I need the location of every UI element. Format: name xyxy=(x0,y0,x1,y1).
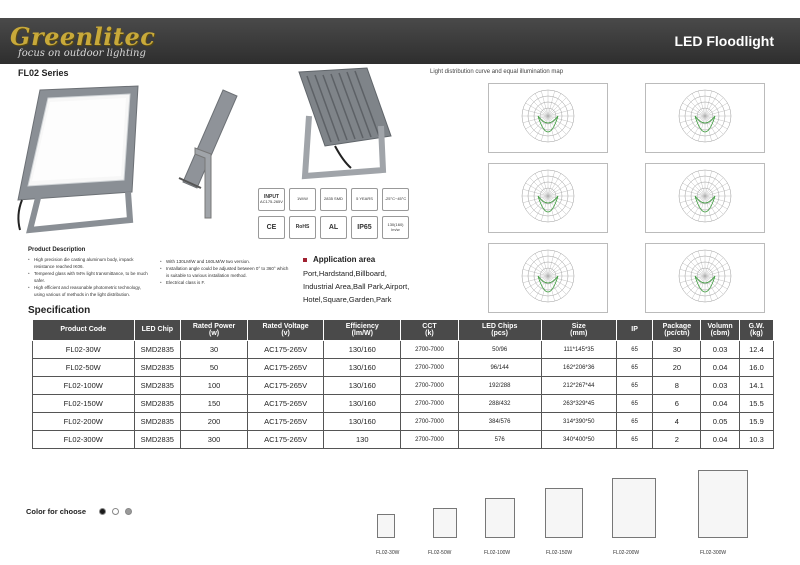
table-cell: AC175-265V xyxy=(247,431,323,449)
watt-icon-label: 1W/W xyxy=(297,196,308,202)
table-cell: 2700-7000 xyxy=(401,431,458,449)
dimension-drawing xyxy=(545,488,583,538)
table-row xyxy=(33,431,774,449)
polar-diagram-drawing xyxy=(646,244,764,312)
table-cell: 2700-7000 xyxy=(401,395,458,413)
table-cell: 0.05 xyxy=(701,413,740,431)
page-title: LED Floodlight xyxy=(674,33,774,49)
column-header xyxy=(247,320,323,341)
table-cell: FL02-150W xyxy=(33,395,135,413)
table-cell: SMD2835 xyxy=(134,413,181,431)
column-header-text: Size xyxy=(571,322,586,330)
application-title: Application area xyxy=(303,255,473,264)
table-cell: 0.04 xyxy=(701,359,740,377)
table-cell: 6 xyxy=(653,395,701,413)
column-header-text: (pc/ctn) xyxy=(664,330,690,337)
table-cell: 300 xyxy=(181,431,248,449)
description-item: • With 130LM/W and 160LM/W two version. xyxy=(160,258,290,265)
table-row xyxy=(33,395,774,413)
table-row xyxy=(33,377,774,395)
column-header xyxy=(701,320,740,341)
table-cell: 65 xyxy=(616,413,653,431)
dimension-drawing xyxy=(485,498,515,538)
color-swatch-grey xyxy=(125,508,132,515)
rohs-icon xyxy=(289,216,316,239)
ip65-icon-label: IP65 xyxy=(357,223,372,231)
table-cell: 130/160 xyxy=(324,413,401,431)
input-icon xyxy=(258,188,285,211)
al-icon xyxy=(320,216,347,239)
feature-icons xyxy=(258,188,409,239)
column-header-text: LED Chip xyxy=(141,326,174,334)
column-header-text: (kg) xyxy=(750,330,763,337)
table-cell: 130 xyxy=(324,431,401,449)
column-header xyxy=(324,320,401,341)
column-header-text: (v) xyxy=(281,330,290,337)
floodlight-front-image xyxy=(10,80,140,240)
dimension-drawing xyxy=(433,508,457,538)
polar-diagram-drawing xyxy=(489,164,607,232)
table-cell: 15.9 xyxy=(739,413,773,431)
column-header-text: (w) xyxy=(208,330,220,337)
color-swatch-white xyxy=(112,508,119,515)
table-cell: 162*206*36 xyxy=(541,359,616,377)
polar-diagram xyxy=(488,243,608,313)
table-cell: 130/160 xyxy=(324,341,401,359)
efficacy-icon-value: 130(160) xyxy=(387,222,404,228)
description-item: • High efficient and reasonable photometric technology, using various of methods in the light distribution. xyxy=(28,284,148,298)
polar-diagram xyxy=(645,243,765,313)
table-cell: 2700-7000 xyxy=(401,359,458,377)
column-header-text: Efficiency xyxy=(345,322,379,330)
polar-diagram-drawing xyxy=(646,84,764,152)
table-cell: AC175-265V xyxy=(247,359,323,377)
description-item: • Electrical class is F. xyxy=(160,279,290,286)
dimension-label: FL02-150W xyxy=(546,550,573,556)
table-cell: FL02-300W xyxy=(33,431,135,449)
column-header-text: (lm/W) xyxy=(351,330,373,337)
brand-logo xyxy=(10,22,155,59)
column-header xyxy=(541,320,616,341)
table-cell: 65 xyxy=(616,377,653,395)
table-cell: 0.03 xyxy=(701,377,740,395)
input-icon-value: AC175-265V xyxy=(260,199,283,205)
table-cell: SMD2835 xyxy=(134,341,181,359)
column-header-text: CCT xyxy=(422,322,437,330)
table-cell: 50/96 xyxy=(458,341,541,359)
header-bar xyxy=(0,18,800,64)
table-cell: 0.04 xyxy=(701,431,740,449)
application-area xyxy=(303,255,473,306)
table-cell: FL02-30W xyxy=(33,341,135,359)
column-header xyxy=(653,320,701,341)
warranty-icon-label: 5 YEARS xyxy=(356,196,373,202)
table-cell: AC175-265V xyxy=(247,377,323,395)
table-cell: 30 xyxy=(653,341,701,359)
table-cell: 15.5 xyxy=(739,395,773,413)
description-title: Product Description xyxy=(28,247,86,253)
table-cell: 130/160 xyxy=(324,395,401,413)
chip-icon xyxy=(320,188,347,211)
table-cell: 4 xyxy=(653,413,701,431)
table-cell: SMD2835 xyxy=(134,377,181,395)
polar-diagram xyxy=(645,83,765,153)
table-cell: 2700-7000 xyxy=(401,377,458,395)
efficacy-icon-unit: lm/w xyxy=(391,226,400,232)
table-cell: SMD2835 xyxy=(134,395,181,413)
table-cell: 65 xyxy=(616,359,653,377)
ce-icon xyxy=(258,216,285,239)
dimension-label: FL02-200W xyxy=(613,550,640,556)
table-cell: 12.4 xyxy=(739,341,773,359)
column-header-text: Product Code xyxy=(60,326,107,334)
table-cell: 263*329*45 xyxy=(541,395,616,413)
dimension-label: FL02-30W xyxy=(376,550,400,556)
floodlight-back-image xyxy=(295,66,400,186)
dimension-label: FL02-50W xyxy=(428,550,452,556)
logo-tagline: focus on outdoor lighting xyxy=(18,48,146,59)
table-cell: 16.0 xyxy=(739,359,773,377)
table-cell: 50 xyxy=(181,359,248,377)
chip-icon-label: 2835 SMD xyxy=(324,196,343,202)
dimension-drawing xyxy=(698,470,748,538)
table-cell: 65 xyxy=(616,431,653,449)
polar-diagram-drawing xyxy=(489,84,607,152)
table-cell: 200 xyxy=(181,413,248,431)
table-cell: 96/144 xyxy=(458,359,541,377)
table-cell: 2700-7000 xyxy=(401,341,458,359)
ip65-icon xyxy=(351,216,378,239)
table-cell: 65 xyxy=(616,341,653,359)
table-cell: AC175-265V xyxy=(247,413,323,431)
rohs-icon-label: RoHS xyxy=(295,223,310,230)
column-header-text: Rated Power xyxy=(192,322,236,330)
table-cell: 192/288 xyxy=(458,377,541,395)
column-header xyxy=(181,320,248,341)
series-title: FL02 Series xyxy=(18,68,69,78)
table-cell: 130/160 xyxy=(324,359,401,377)
column-header xyxy=(33,320,135,341)
column-header-text: G.W. xyxy=(748,322,765,330)
table-cell: 0.04 xyxy=(701,395,740,413)
description-item: • Installation angle could be adjusted between 0° to 360° which is suitable to various installation method. xyxy=(160,265,290,279)
table-cell: FL02-100W xyxy=(33,377,135,395)
al-icon-label: AL xyxy=(328,223,339,231)
table-cell: 10.3 xyxy=(739,431,773,449)
table-cell: 8 xyxy=(653,377,701,395)
column-header-text: LED Chips xyxy=(481,322,518,330)
column-header-text: Volumn xyxy=(707,322,733,330)
dimension-label: FL02-300W xyxy=(700,550,727,556)
table-cell: FL02-50W xyxy=(33,359,135,377)
table-cell: SMD2835 xyxy=(134,431,181,449)
temperature-icon xyxy=(382,188,409,211)
table-cell: 314*390*50 xyxy=(541,413,616,431)
table-cell: FL02-200W xyxy=(33,413,135,431)
table-cell: 20 xyxy=(653,359,701,377)
floodlight-side-image xyxy=(175,88,245,223)
table-cell: 14.1 xyxy=(739,377,773,395)
description-item: • Tempered glass with 94% light transmittance, to be much safer. xyxy=(28,270,148,284)
table-cell: AC175-265V xyxy=(247,395,323,413)
description-right xyxy=(160,258,290,286)
description-left xyxy=(28,256,148,298)
table-cell: 30 xyxy=(181,341,248,359)
logo-text: Greenlitec xyxy=(10,22,156,51)
watt-icon xyxy=(289,188,316,211)
column-header-text: IP xyxy=(631,326,638,334)
table-row xyxy=(33,341,774,359)
table-cell: 111*145*35 xyxy=(541,341,616,359)
column-header-text: (pcs) xyxy=(491,330,509,337)
table-cell: 384/576 xyxy=(458,413,541,431)
table-cell: 288/432 xyxy=(458,395,541,413)
table-cell: 2700-7000 xyxy=(401,413,458,431)
table-cell: 576 xyxy=(458,431,541,449)
table-row xyxy=(33,359,774,377)
temperature-icon-label: -25°C~45°C xyxy=(384,196,407,202)
efficacy-icon xyxy=(382,216,409,239)
application-line: Industrial Area,Ball Park,Airport, xyxy=(303,282,410,291)
description-item: • High precision die casting aluminum body, impack resistance reached IK06. xyxy=(28,256,148,270)
application-line: Hotel,Square,Garden,Park xyxy=(303,295,392,304)
polar-diagram-drawing xyxy=(646,164,764,232)
table-cell: 150 xyxy=(181,395,248,413)
table-row xyxy=(33,413,774,431)
table-cell: 2 xyxy=(653,431,701,449)
table-cell: 65 xyxy=(616,395,653,413)
application-line: Port,Hardstand,Billboard, xyxy=(303,269,387,278)
polar-diagram xyxy=(488,163,608,233)
column-header xyxy=(134,320,181,341)
specification-title: Specification xyxy=(28,305,91,316)
input-icon-label: INPUT xyxy=(264,193,279,200)
column-header-text: (cbm) xyxy=(710,330,730,337)
column-header-text: (mm) xyxy=(570,330,588,337)
ce-icon-label: CE xyxy=(266,223,277,231)
table-cell: 0.03 xyxy=(701,341,740,359)
polar-diagram xyxy=(488,83,608,153)
color-swatch-black xyxy=(99,508,106,515)
column-header-text: Package xyxy=(662,322,692,330)
column-header xyxy=(616,320,653,341)
table-cell: 130/160 xyxy=(324,377,401,395)
table-body xyxy=(33,341,774,449)
column-header xyxy=(739,320,773,341)
table-cell: 100 xyxy=(181,377,248,395)
dimension-drawing xyxy=(377,514,395,538)
column-header xyxy=(401,320,458,341)
distribution-label: Light distribution curve and equal illumination map xyxy=(430,69,564,75)
column-header xyxy=(458,320,541,341)
column-header-text: Rated Voltage xyxy=(262,322,309,330)
polar-diagram-drawing xyxy=(489,244,607,312)
warranty-icon xyxy=(351,188,378,211)
table-header-row xyxy=(33,320,774,341)
table-cell: SMD2835 xyxy=(134,359,181,377)
dimension-label: FL02-100W xyxy=(484,550,511,556)
color-choice-label: Color for choose xyxy=(26,507,87,516)
dimension-drawing xyxy=(612,478,656,538)
table-cell: 212*267*44 xyxy=(541,377,616,395)
polar-diagram xyxy=(645,163,765,233)
column-header-text: (k) xyxy=(425,330,434,337)
table-cell: AC175-265V xyxy=(247,341,323,359)
specification-table xyxy=(32,319,774,449)
table-cell: 340*400*50 xyxy=(541,431,616,449)
